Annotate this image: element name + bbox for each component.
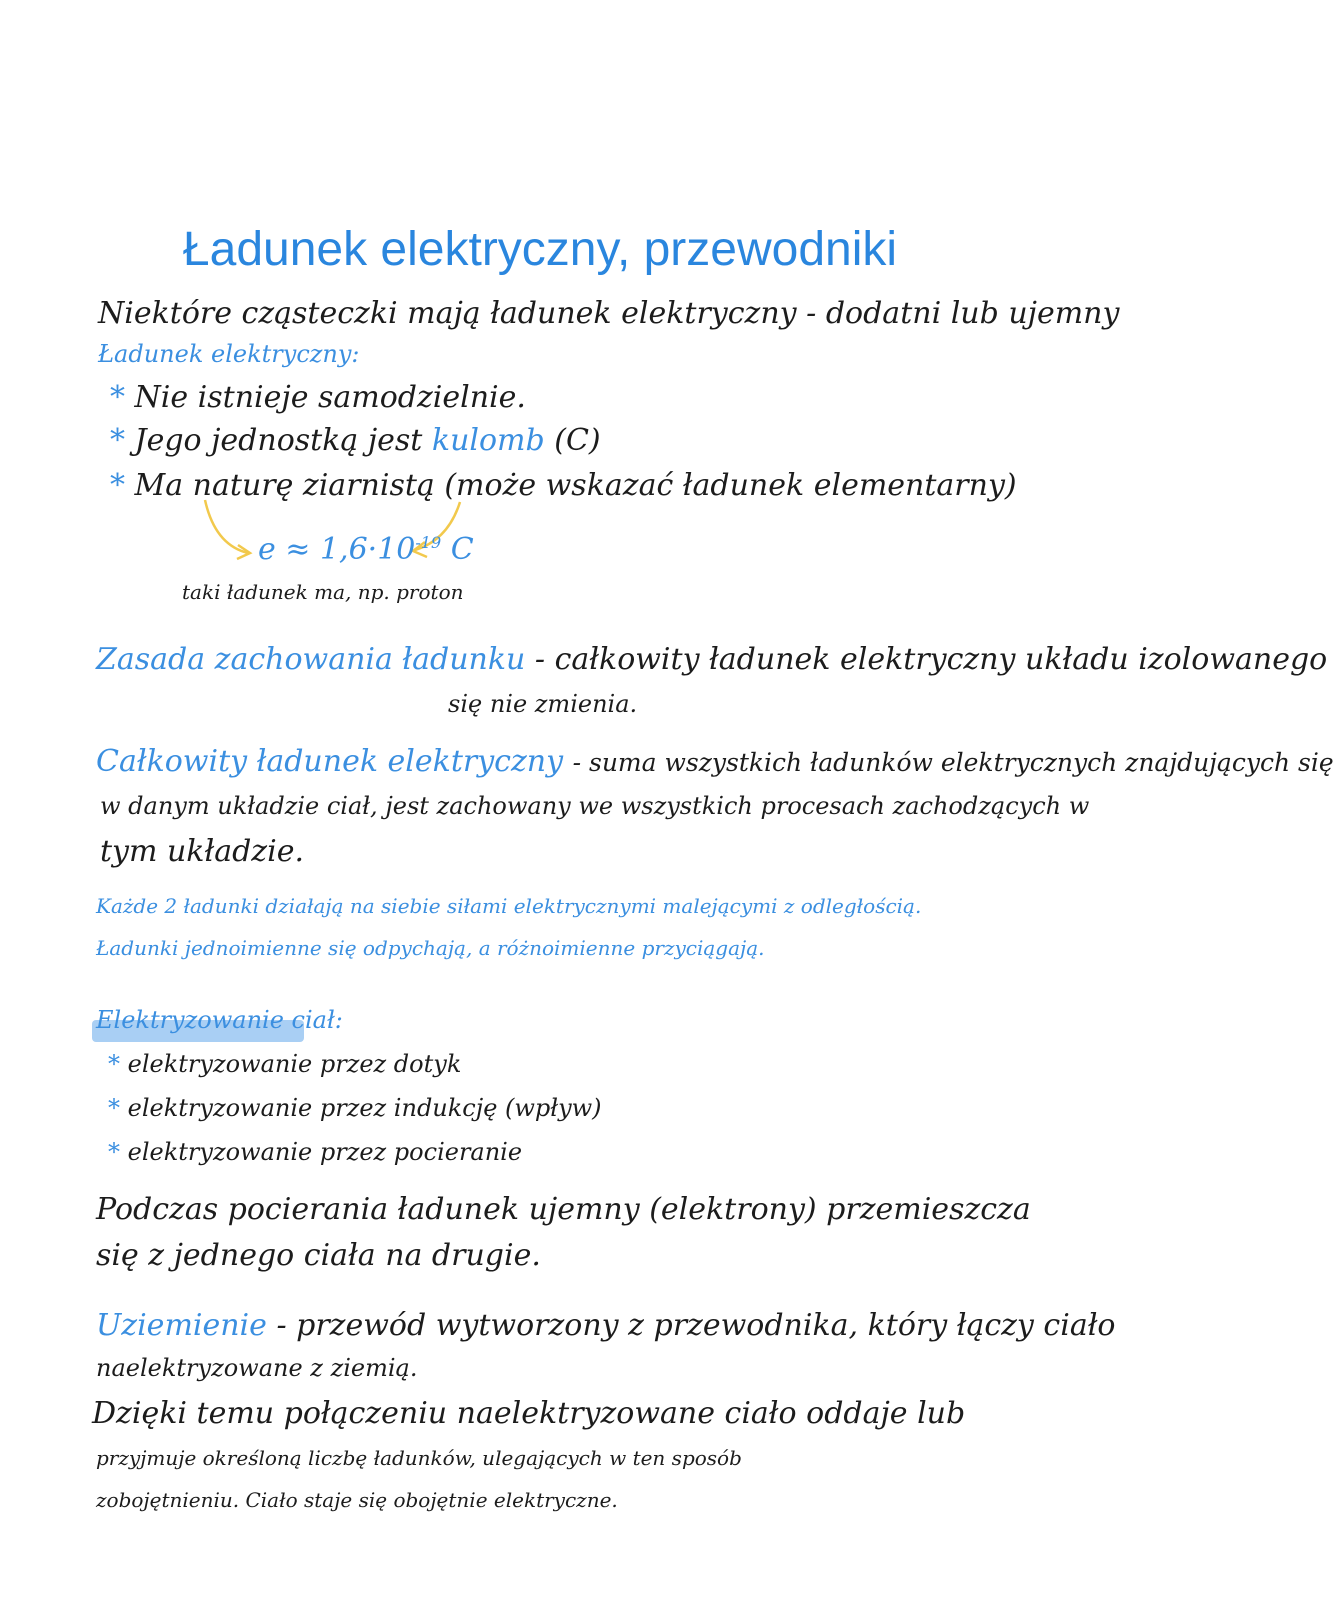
conservation-line-2: się nie zmienia. [448,690,638,718]
charge-point-text: Nie istnieje samodzielnie. [134,380,526,415]
conservation-term: Zasada zachowania ładunku [96,642,526,677]
electrification-item-text: elektryzowanie przez dotyk [127,1050,462,1078]
bullet-star-icon: * [110,423,125,458]
conservation-definition: - całkowity ładunek elektryczny układu izolowanego [534,642,1328,677]
electrification-item-text: elektryzowanie przez indukcję (wpływ) [127,1094,602,1122]
rubbing-line-1: Podczas pocierania ładunek ujemny (elektrony) przemieszcza [96,1192,1031,1227]
arrows-diagram [0,0,1080,640]
conservation-line-1 [96,642,1327,678]
bullet-star-icon: * [110,380,125,415]
electrification-item-text: elektryzowanie przez pocieranie [127,1138,523,1166]
left-arrow-icon [205,500,248,553]
total-definition: - suma wszystkich ładunków elektrycznych znajdujących się [572,748,1334,777]
bullet-star-icon: * [108,1094,120,1122]
grounding-line-1 [96,1308,1116,1344]
formula-unit: C [450,532,474,567]
grounding-line-3: Dzięki temu połączeniu naelektryzowane ciało oddaje lub [92,1396,966,1431]
electrification-item-3 [108,1138,522,1167]
charge-heading: Ładunek elektryczny: [98,340,360,368]
total-line-1 [96,744,1334,780]
rubbing-line-2: się z jednego ciała na drugie. [96,1238,541,1273]
electrification-heading: Elektryzowanie ciał: [96,1006,343,1034]
formula-exponent: -19 [415,533,442,552]
total-term: Całkowity ładunek elektryczny [96,744,564,779]
intro-line: Niektóre cząsteczki mają ładunek elektryczny - dodatni lub ujemny [98,296,1120,331]
grounding-line-5: zobojętnieniu. Ciało staje się obojętnie elektryczne. [96,1488,618,1512]
forces-line-1: Każde 2 ładunki działają na siebie siłami elektrycznymi malejącymi z odległością. [96,894,922,918]
bullet-star-icon: * [108,1138,120,1166]
grounding-line-4: przyjmuje określoną liczbę ładunków, ulegających w ten sposób [96,1446,742,1470]
bullet-star-icon: * [108,1050,120,1078]
formula-base: e ≈ 1,6·10 [258,532,416,567]
grounding-definition: - przewód wytworzony z przewodnika, który łączy ciało [276,1308,1116,1343]
forces-line-2: Ładunki jednoimienne się odpychają, a różnoimienne przyciągają. [96,936,765,960]
electrification-item-2 [108,1094,602,1123]
grounding-line-2: naelektryzowane z ziemią. [96,1354,418,1382]
electrification-item-1 [108,1050,461,1079]
formula [258,532,474,568]
charge-point-text: Ma naturę ziarnistą (może wskazać ładunek elementarny) [134,468,1017,503]
unit-highlight: kulomb [431,423,545,458]
bullet-star-icon: * [110,468,125,503]
grounding-term: Uziemienie [96,1308,267,1343]
unit-symbol: (C) [554,423,601,458]
page-title: Ładunek elektryczny, przewodniki [182,223,898,276]
formula-note: taki ładunek ma, np. proton [182,580,464,604]
charge-point-text: Jego jednostką jest [134,423,423,458]
total-line-2: w danym układzie ciał, jest zachowany we wszystkich procesach zachodzących w [100,792,1090,820]
total-line-3: tym układzie. [100,834,304,869]
